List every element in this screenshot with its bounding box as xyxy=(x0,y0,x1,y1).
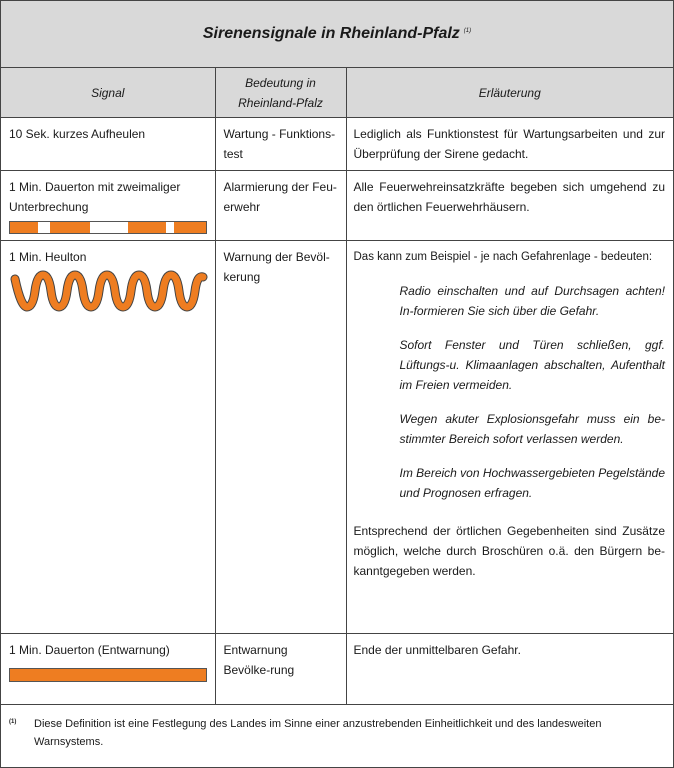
measure-intro: Das kann zum Beispiel - je nach Gefahrenlage - bedeuten: xyxy=(353,251,653,263)
table-row xyxy=(1,118,673,171)
measure-outro: Entsprechend der örtlichen Gegebenheiten sind Zusätze möglich, welche durch Broschüren o.ä. den Bürgern be-kanntgegeben werden. xyxy=(353,524,665,578)
page-title: Sirenensignale in Rheinland-Pfalz $^{(1)}$ xyxy=(202,25,472,42)
signal-text: 1 Min. Dauerton (Entwarnung) xyxy=(9,643,170,657)
bedeutung-text: Warnung der Bevöl-kerung xyxy=(223,250,330,284)
header-erlaeuterung: Erläuterung xyxy=(346,68,673,118)
header-signal: Signal xyxy=(1,68,215,118)
signal-text: 1 Min. Dauerton mit zweimaliger Unterbrechung xyxy=(9,180,181,214)
signal-text: 10 Sek. kurzes Aufheulen xyxy=(9,127,146,141)
interrupted-tone-icon xyxy=(9,221,207,234)
footnote xyxy=(1,707,673,767)
table-row xyxy=(1,634,673,705)
signal-text: 1 Min. Heulton xyxy=(9,250,87,264)
wave-tone-icon xyxy=(9,269,209,313)
erlaeuterung-text: Alle Feuerwehreinsatzkräfte begeben sich umgehend zu den örtlichen Feuerwehrhäusern. xyxy=(353,180,665,214)
erlaeuterung-text: Ende der unmittelbaren Gefahr. xyxy=(353,643,521,657)
footnote-text: Diese Definition ist eine Festlegung des Landes im Sinne einer anzustrebenden Einheitlichkeit und des landesweiten Warnsystems. xyxy=(34,718,602,748)
measure-item: Radio einschalten und auf Durchsagen achten! In-formieren Sie sich über die Gefahr. xyxy=(399,284,665,318)
table-row xyxy=(1,241,673,634)
header-bedeutung: Bedeutung in Rheinland-Pfalz xyxy=(215,68,346,118)
erlaeuterung-text: Lediglich als Funktionstest für Wartungsarbeiten und zur Überprüfung der Sirene gedacht. xyxy=(353,127,665,161)
measure-item: Wegen akuter Explosionsgefahr muss ein be-stimmter Bereich sofort verlassen werden. xyxy=(399,412,665,446)
bedeutung-text: Wartung - Funktions-test xyxy=(223,127,336,161)
footnote-mark: (1) xyxy=(9,719,17,725)
table-row xyxy=(1,171,673,241)
bedeutung-text: Entwarnung Bevölke-rung xyxy=(223,643,295,677)
signal-table xyxy=(1,68,673,705)
measure-item: Im Bereich von Hochwassergebieten Pegelstände und Prognosen erfragen. xyxy=(399,466,665,500)
continuous-tone-icon xyxy=(9,668,207,683)
measure-item: Sofort Fenster und Türen schließen, ggf. Lüftungs-u. Klimaanlagen abschalten, Aufenthalt im Freien vermeiden. xyxy=(399,338,665,392)
bedeutung-text: Alarmierung der Feu-erwehr xyxy=(223,180,337,214)
header-row xyxy=(1,68,673,118)
title-bar xyxy=(1,1,673,68)
